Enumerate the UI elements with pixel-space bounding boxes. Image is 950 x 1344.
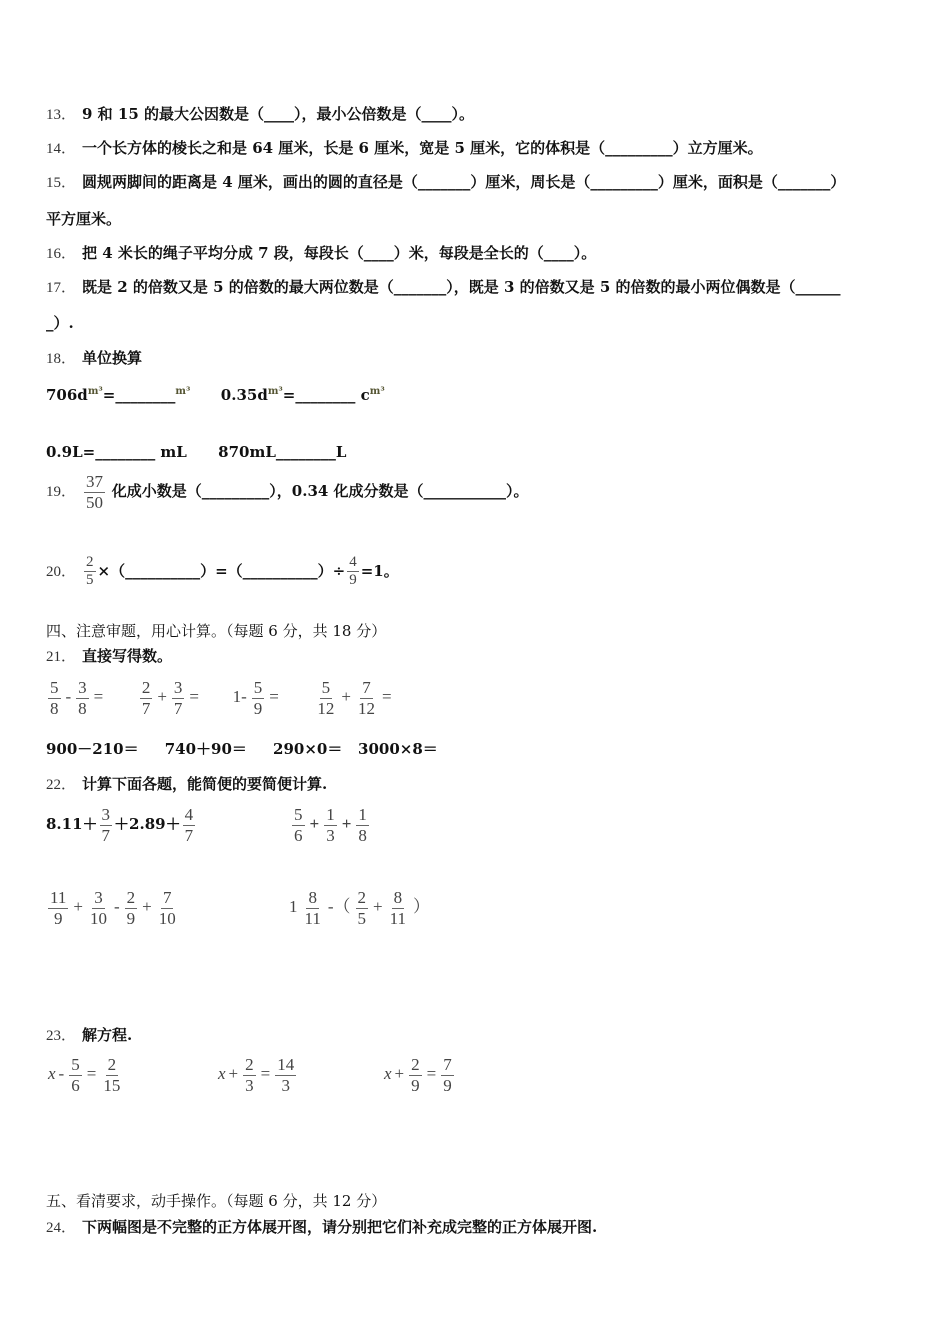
- question-text: 既是 2 的倍数又是 5 的倍数的最大两位数是（_______），既是 3 的倍数又是 5 的倍数的最小两位偶数是（______: [82, 278, 841, 296]
- q21-item-3: 1- $\frac{5}{9}$ =: [232, 678, 279, 718]
- question-14: 14． 一个长方体的棱长之和是 64 厘米，长是 6 厘米，宽是 5 厘米，它的体积是（_________）立方厘米。: [46, 139, 763, 157]
- unit-superscript: m³: [175, 386, 191, 397]
- q22-expression-1: 8.11＋ $\frac{3}{7}$ ＋2.89＋ $\frac{4}{7}$: [46, 805, 194, 845]
- unit-conversion-row-2: 0.9L=________ mL 870mL________L: [46, 443, 347, 461]
- question-21: 21． 直接写得数。: [46, 647, 173, 665]
- question-16: 16． 把 4 米长的绳子平均分成 7 段，每段长（____）米，每段是全长的（____）。: [46, 244, 597, 262]
- question-20: 20． $\frac{2}{5}$ ×（__________）=（__________）÷ $\frac{4}{9}$ =1。: [46, 554, 399, 589]
- question-17: 17． 既是 2 的倍数又是 5 的倍数的最大两位数是（_______），既是 3 的倍数又是 5 的倍数的最小两位偶数是（______: [46, 278, 841, 296]
- q21-item-1: $\frac{5}{8}$ - $\frac{3}{8}$ =: [50, 678, 104, 718]
- question-text: 把 4 米长的绳子平均分成 7 段，每段长（____）米，每段是全长的（____）。: [82, 244, 597, 262]
- fraction: $\frac{37}{50}$: [86, 472, 104, 512]
- question-18: 18． 单位换算: [46, 349, 143, 367]
- equation-1: x - $\frac{5}{6}$ = $\frac{2}{15}$: [48, 1055, 121, 1095]
- section-4-heading: 四、注意审题，用心计算。（每题 6 分，共 18 分）: [46, 622, 387, 640]
- unit-superscript: m³: [87, 386, 103, 397]
- question-title: 解方程.: [82, 1026, 133, 1044]
- section-5-heading: 五、看清要求，动手操作。（每题 6 分，共 12 分）: [46, 1192, 387, 1210]
- q21-item-2: $\frac{2}{7}$ + $\frac{3}{7}$ =: [141, 678, 200, 718]
- q22-expression-3: $\frac{11}{9}$ + $\frac{3}{10}$ - $\frac{2}{9}$ + $\frac{7}{10}$: [50, 888, 176, 928]
- q22-expression-2: $\frac{5}{6}$ + $\frac{1}{3}$ + $\frac{1}{8}$: [294, 805, 367, 845]
- question-24: 24． 下两幅图是不完整的正方体展开图，请分别把它们补充成完整的正方体展开图.: [46, 1218, 598, 1236]
- question-23: 23． 解方程.: [46, 1026, 133, 1044]
- question-title: 直接写得数。: [82, 647, 173, 665]
- question-text: 一个长方体的棱长之和是 64 厘米，长是 6 厘米，宽是 5 厘米，它的体积是（_________）立方厘米。: [82, 139, 763, 157]
- unit-superscript: m³: [267, 386, 283, 397]
- question-text: 圆规两脚间的距离是 4 厘米，画出的圆的直径是（_______）厘米，周长是（_________）厘米，面积是（_______）: [82, 173, 846, 191]
- q21-fraction-row: [46, 678, 395, 718]
- fraction: $\frac{4}{9}$: [349, 554, 357, 589]
- equation-3: x + $\frac{2}{9}$ = $\frac{7}{9}$: [384, 1055, 452, 1095]
- question-15-continued: 平方厘米。: [46, 210, 122, 228]
- unit-conversion-row-1: $706d^{m^3}=\_\_\_\_\_\_\_\_^{m^3}$ $0.35d^{m^3}=\_\_\_\_\_\_\_\_$ $c^{m^3}$: [46, 386, 385, 404]
- q22-expression-4: 1 $\frac{8}{11}$ -（ $\frac{2}{5}$ + $\frac{8}{11}$ ）: [289, 888, 431, 928]
- question-title: 单位换算: [82, 349, 143, 367]
- question-title: 计算下面各题，能简便的要简便计算.: [82, 775, 328, 793]
- fraction: $\frac{2}{5}$: [86, 554, 94, 589]
- q21-item-4: $\frac{5}{12}$ + $\frac{7}{12}$ =: [317, 678, 392, 718]
- question-15: 15． 圆规两脚间的距离是 4 厘米，画出的圆的直径是（_______）厘米，周长是（_________）厘米，面积是（_______）: [46, 173, 846, 191]
- question-22: 22． 计算下面各题，能简便的要简便计算.: [46, 775, 328, 793]
- question-17-continued: _）.: [46, 314, 74, 332]
- question-text: 下两幅图是不完整的正方体展开图，请分别把它们补充成完整的正方体展开图.: [82, 1218, 598, 1236]
- question-13: 13． 9 和 15 的最大公因数是（____），最小公倍数是（____）。: [46, 105, 474, 123]
- question-text: 化成小数是（_________），0.34 化成分数是（___________）。: [111, 482, 529, 501]
- unit-superscript: m³: [369, 386, 385, 397]
- equation-2: x + $\frac{2}{3}$ = $\frac{14}{3}$: [218, 1055, 295, 1095]
- question-text: 9 和 15 的最大公因数是（____），最小公倍数是（____）。: [82, 105, 474, 123]
- q21-integer-row: 900－210＝ 740＋90＝ 290×0＝ 3000×8＝: [46, 740, 438, 758]
- question-19: 19． $\frac{37}{50}$ 化成小数是（_________），0.34 化成分数是（___________）。: [46, 472, 529, 512]
